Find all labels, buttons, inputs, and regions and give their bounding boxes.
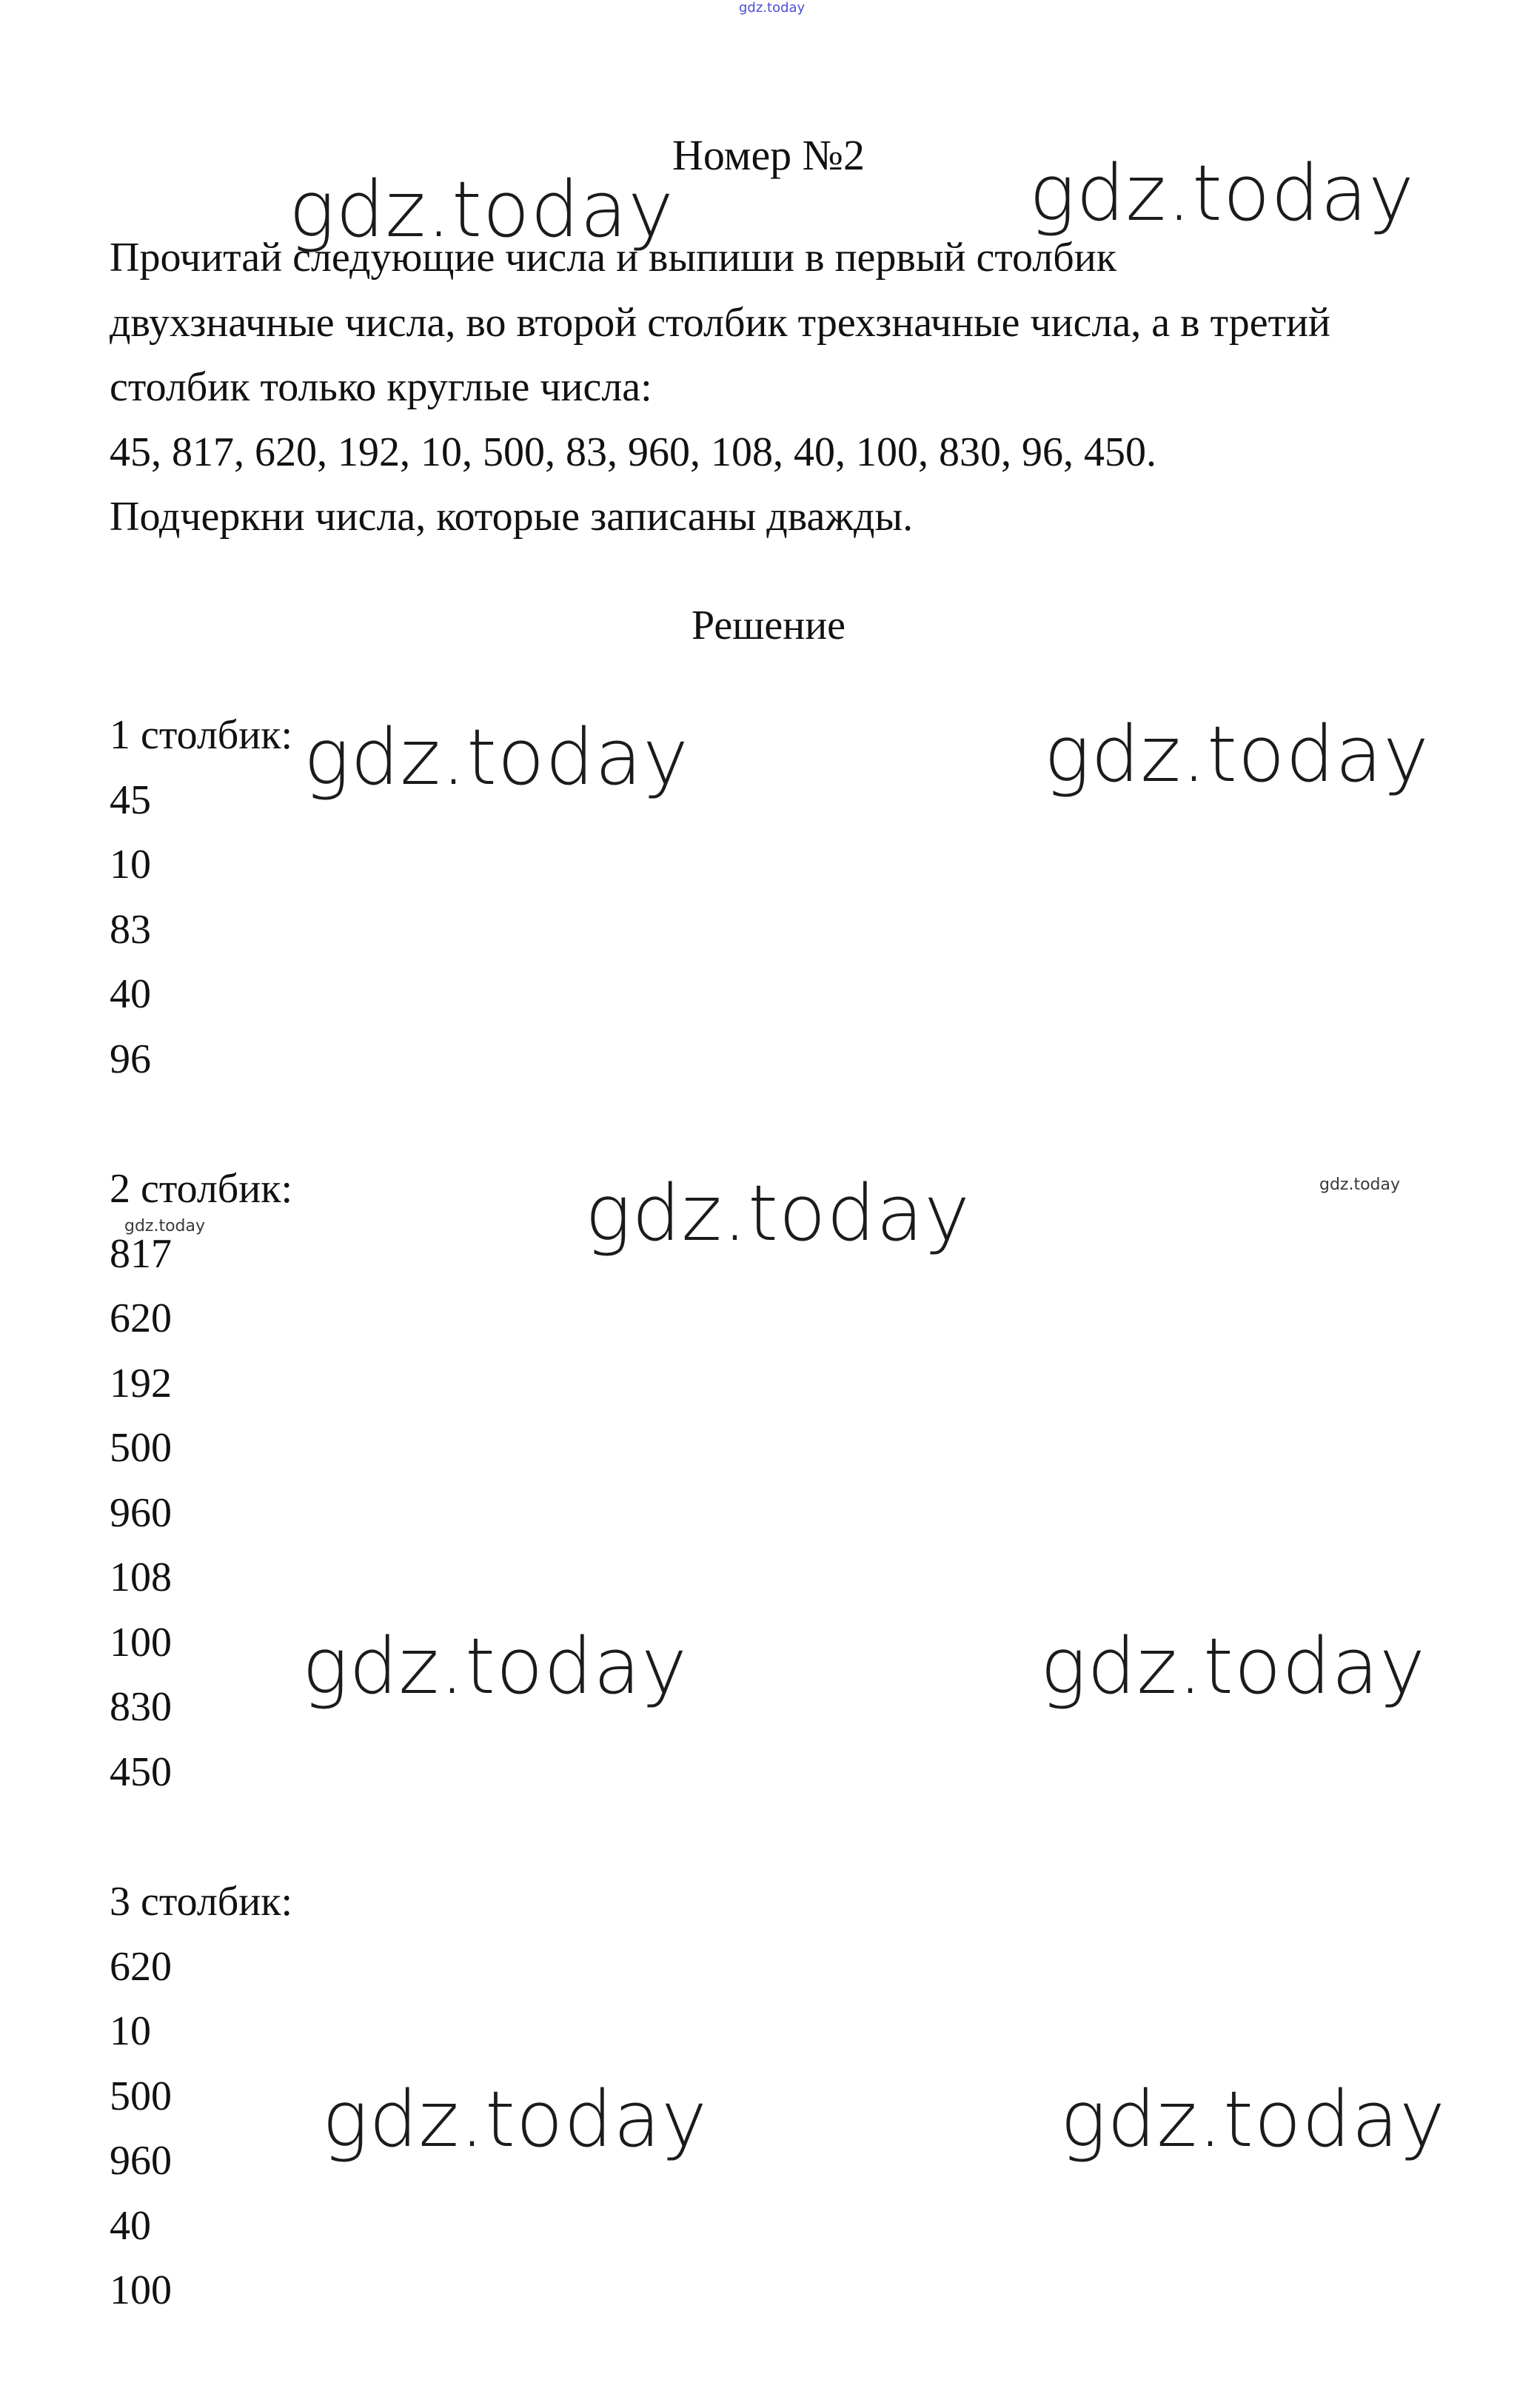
list-item: 960 xyxy=(110,2138,172,2184)
watermark-top: gdz.today xyxy=(739,0,806,16)
task-line: Прочитай следующие числа и выпиши в первый столбик xyxy=(110,235,1116,281)
solution-column-3 xyxy=(110,1870,292,2324)
task-numbers: 45, 817, 620, 192, 10, 500, 83, 960, 108, 40, 100, 830, 96, 450. xyxy=(110,429,1156,475)
list-item: 10 xyxy=(110,842,151,888)
list-item: 96 xyxy=(110,1036,151,1082)
task-line: двухзначные числа, во второй столбик трехзначные числа, а в третий xyxy=(110,299,1331,346)
watermark: gdz.today xyxy=(289,164,674,255)
solution-column-1 xyxy=(110,703,292,1092)
list-item: 500 xyxy=(110,2073,172,2119)
watermark: gdz.today xyxy=(124,1217,206,1235)
watermark: gdz.today xyxy=(1044,709,1430,799)
task-text xyxy=(110,226,1442,550)
watermark: gdz.today xyxy=(302,1621,688,1711)
watermark: gdz.today xyxy=(1029,148,1415,238)
solution-column-2 xyxy=(110,1157,292,1805)
column-label: 2 столбик: xyxy=(110,1166,293,1212)
column-label: 1 столбик: xyxy=(110,712,293,758)
list-item: 40 xyxy=(110,2202,151,2249)
watermark: gdz.today xyxy=(1319,1176,1401,1194)
watermark: gdz.today xyxy=(1040,1621,1426,1711)
watermark: gdz.today xyxy=(304,712,689,802)
list-item: 620 xyxy=(110,1943,172,1990)
list-item: 100 xyxy=(110,2267,172,2313)
task-line: Подчеркни числа, которые записаны дважды. xyxy=(110,494,914,540)
list-item: 620 xyxy=(110,1295,172,1341)
list-item: 108 xyxy=(110,1555,172,1600)
list-item: 40 xyxy=(110,971,151,1017)
list-item: 100 xyxy=(110,1619,172,1666)
list-item: 960 xyxy=(110,1489,172,1536)
watermark: gdz.today xyxy=(585,1168,971,1258)
list-item: 830 xyxy=(110,1684,172,1730)
list-item: 192 xyxy=(110,1360,172,1406)
list-item: 45 xyxy=(110,777,151,823)
list-item: 10 xyxy=(110,2008,151,2054)
watermark: gdz.today xyxy=(322,2074,708,2164)
list-item: 83 xyxy=(110,906,151,953)
list-item: 450 xyxy=(110,1748,172,1795)
task-line: столбик только круглые числа: xyxy=(110,364,652,410)
page-title: Номер №2 xyxy=(672,131,865,179)
watermark: gdz.today xyxy=(1060,2074,1446,2164)
solution-heading: Решение xyxy=(691,603,846,648)
column-label: 3 столбик: xyxy=(110,1879,293,1925)
list-item: 500 xyxy=(110,1425,172,1471)
list-item: 817 xyxy=(110,1230,172,1277)
